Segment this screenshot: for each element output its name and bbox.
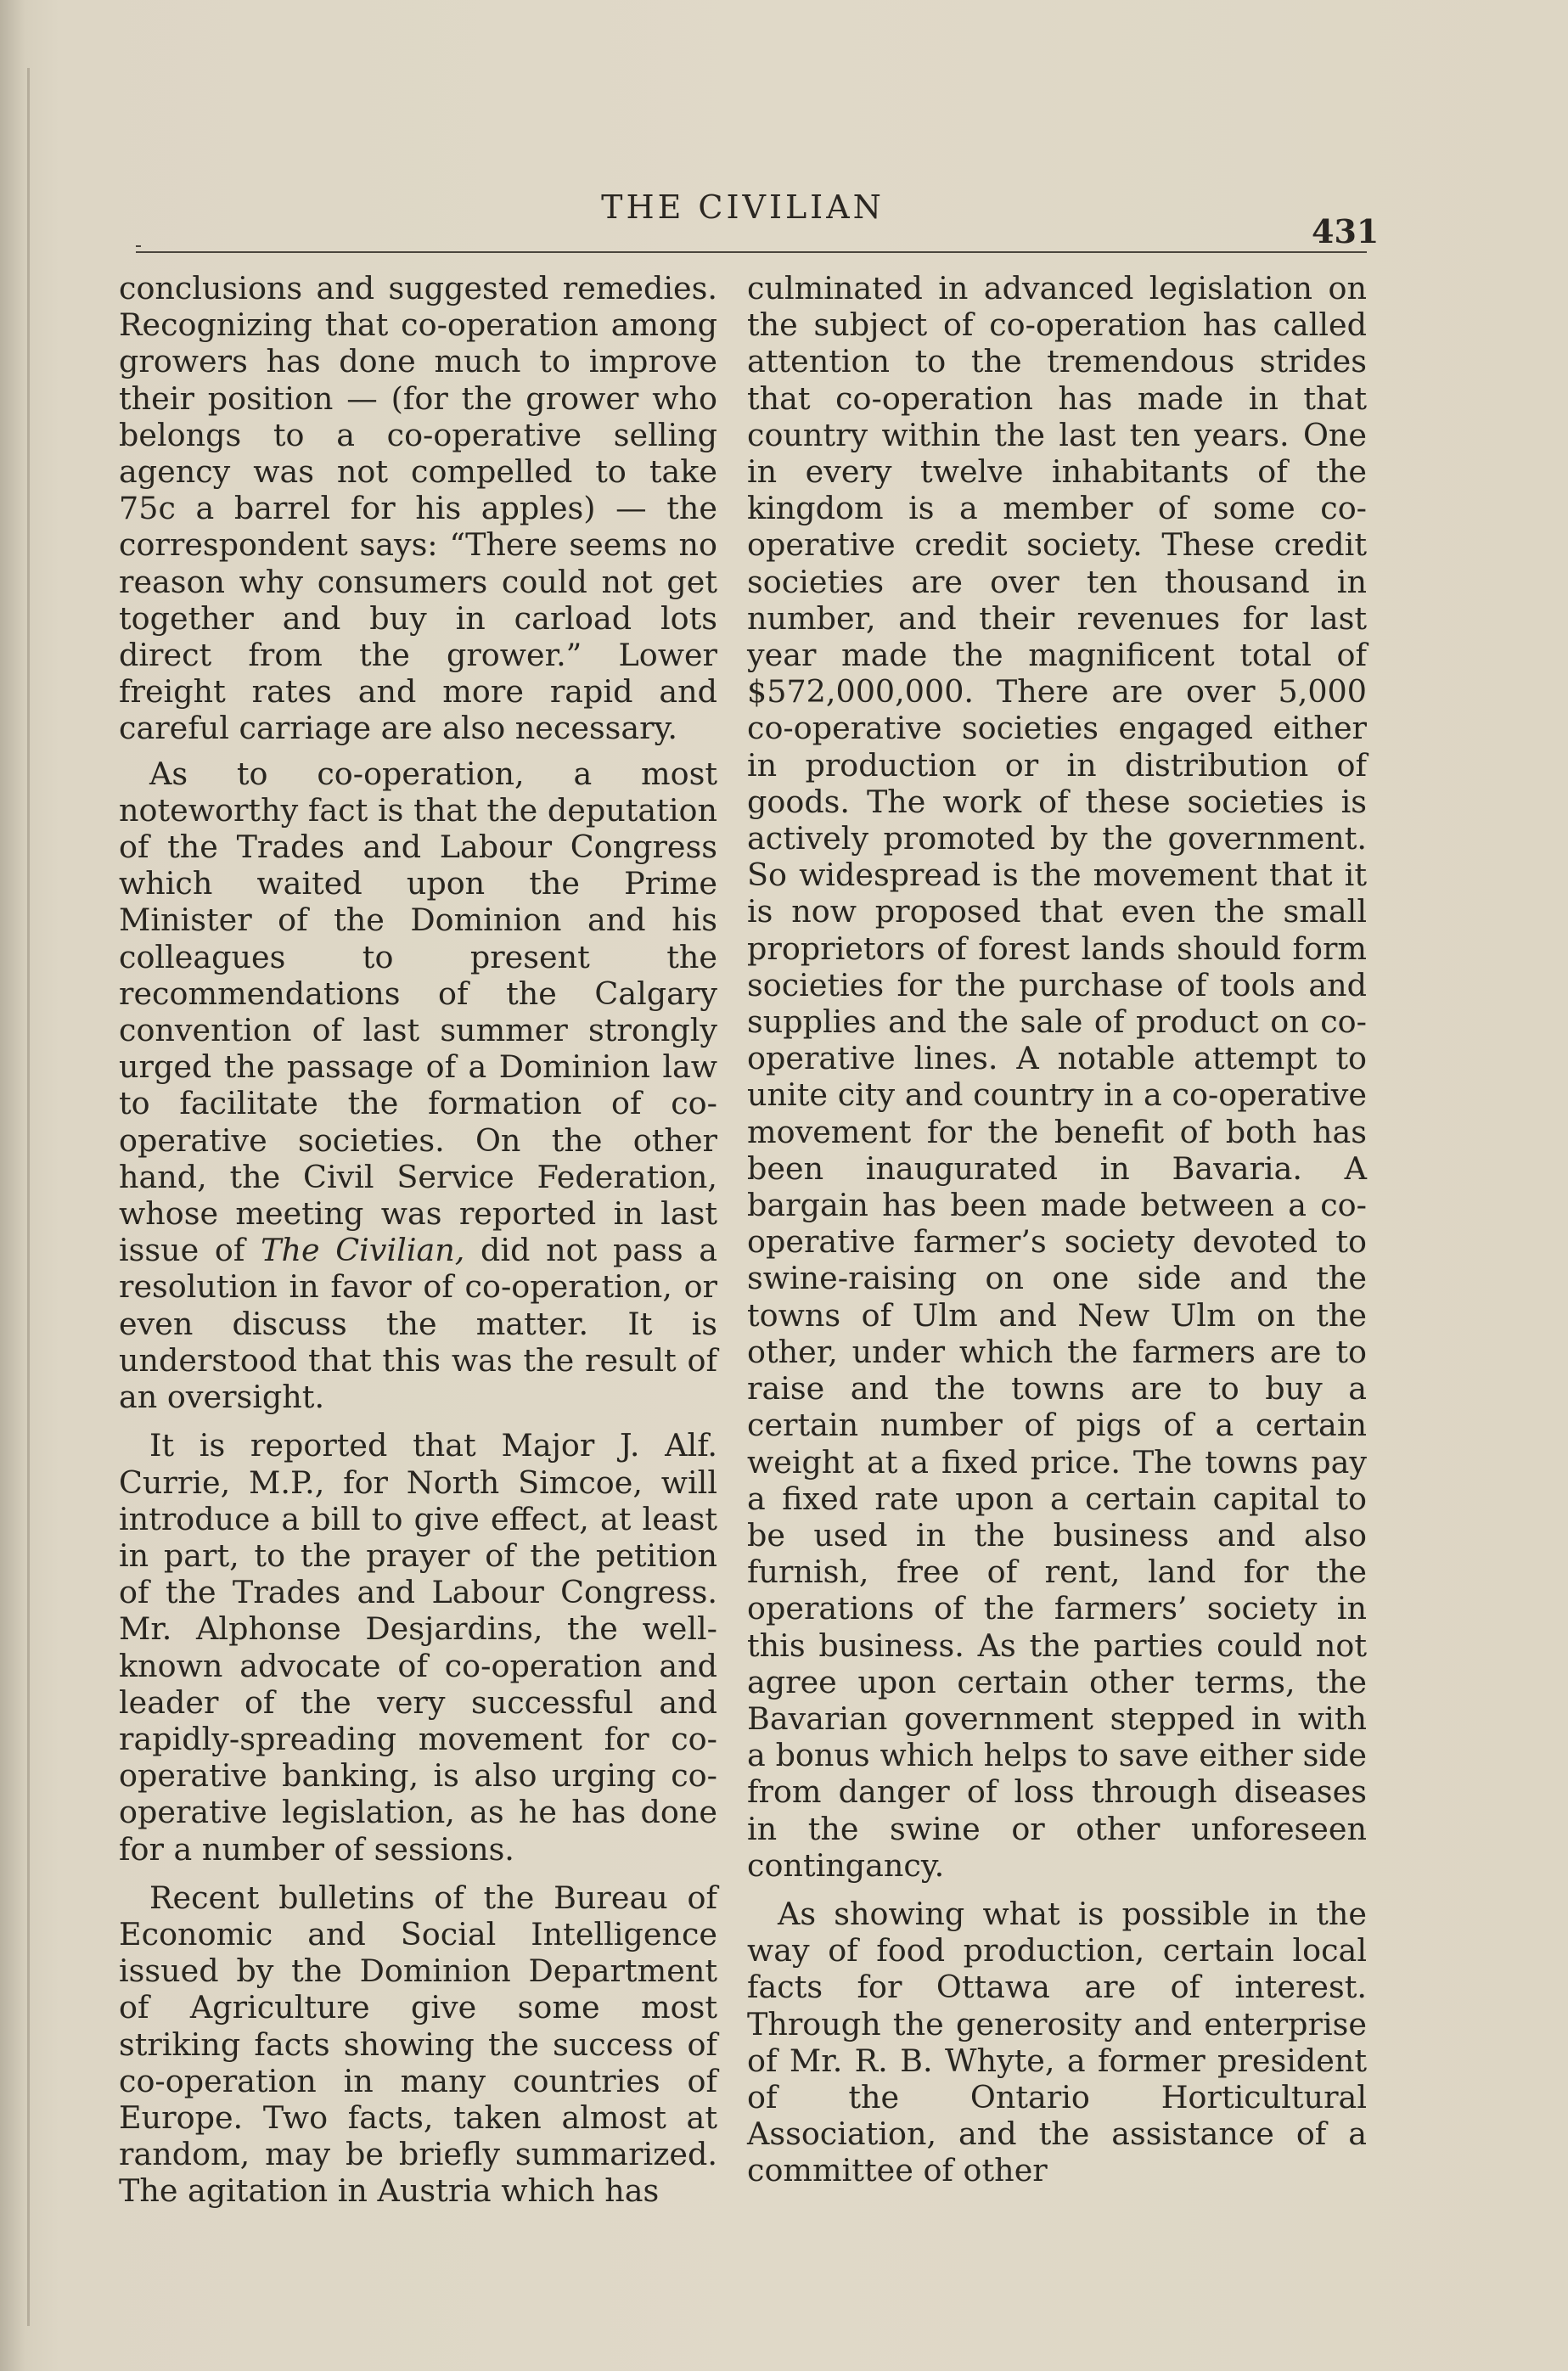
left-paragraph-2 <box>119 756 717 1416</box>
left-paragraph-4: Recent bulletins of the Bureau of Economic and Social Intelligence issued by the Dominion Department of Agriculture give some most striking facts showing the success of co-operation in many countries of Europe. Two facts, taken almost at random, may be briefly summarized. The agitation in Austria which has <box>119 1879 717 2210</box>
publication-title: The Civilian, <box>261 1232 465 1269</box>
right-paragraph-2: As showing what is possible in the way of food production, certain local facts for Ottawa are of interest. Through the generosity and enterprise of Mr. R. B. Whyte, a former president of the Ontario Horticultural Association, and the assistance of a committee of other <box>747 1895 1367 2189</box>
page-number: 431 <box>1312 212 1380 250</box>
left-paragraph-1: conclusions and suggested remedies. Recognizing that co-operation among growers has done much to improve their position — (for the grower who belongs to a co-operative selling agency was not compelled to take 75c a barrel for his apples) — the correspondent says: “There seems no reason why consumers could not get together and buy in carload lots direct from the grower.” Lower freight rates and more rapid and careful carriage are also necessary. <box>119 270 717 747</box>
left-paragraph-3: It is reported that Major J. Alf. Currie, M.P., for North Simcoe, will introduce a bill to give effect, at least in part, to the prayer of the petition of the Trades and Labour Congress. Mr. Alphonse Desjardins, the well-known advocate of co-operation and leader of the very successful and rapidly-spreading movement for co-operative banking, is also urging co-operative legislation, as he has done for a number of sessions. <box>119 1427 717 1868</box>
binding-edge <box>27 68 30 2326</box>
running-title: THE CIVILIAN <box>601 188 885 226</box>
right-column <box>747 270 1367 2189</box>
header-rule-tick <box>136 245 141 247</box>
right-paragraph-1: culminated in advanced legislation on the subject of co-operation has called attention to the tremendous strides that co-operation has made in that country within the last ten years. One in every twelve inhabitants of the kingdom is a member of some co-operative credit society. These credit societies are over ten thousand in number, and their revenues for last year made the magnificent total of $572,000,000. There are over 5,000 co-operative societies engaged either in production or in distribution of goods. The work of these societies is actively promoted by the government. So widespread is the movement that it is now proposed that even the small proprietors of forest lands should form societies for the purchase of tools and supplies and the sale of product on co-operative lines. A notable attempt to unite city and country in a co-operative movement for the benefit of both has been inaugurated in Bavaria. A bargain has been made between a co-operative farmer’s society devoted to swine-raising on one side and the towns of Ulm and New Ulm on the other, under which the farmers are to raise and the towns are to buy a certain number of pigs of a certain weight at a fixed price. The towns pay a fixed rate upon a certain capital to be used in the business and also furnish, free of rent, land for the operations of the farmers’ society in this business. As the parties could not agree upon certain other terms, the Bavarian government stepped in with a bonus which helps to save either side from danger of loss through diseases in the swine or other unforeseen contingancy. <box>747 270 1367 1884</box>
left-column <box>119 270 717 2210</box>
header-rule <box>136 251 1367 253</box>
left-paragraph-2-end: did not pass a resolution in favor of co-operation, or even discuss the matter. It is understood that this was the result of an oversight. <box>119 1232 718 1416</box>
left-paragraph-2-text: As to co-operation, a most noteworthy fact is that the deputation of the Trades and Labour Congress which waited upon the Prime Minister of the Dominion and his colleagues to present the recommendations of the Calgary convention of last summer strongly urged the passage of a Dominion law to facilitate the formation of co-operative societies. On the other hand, the Civil Service Federation, whose meeting was reported in last issue of <box>119 755 717 1269</box>
